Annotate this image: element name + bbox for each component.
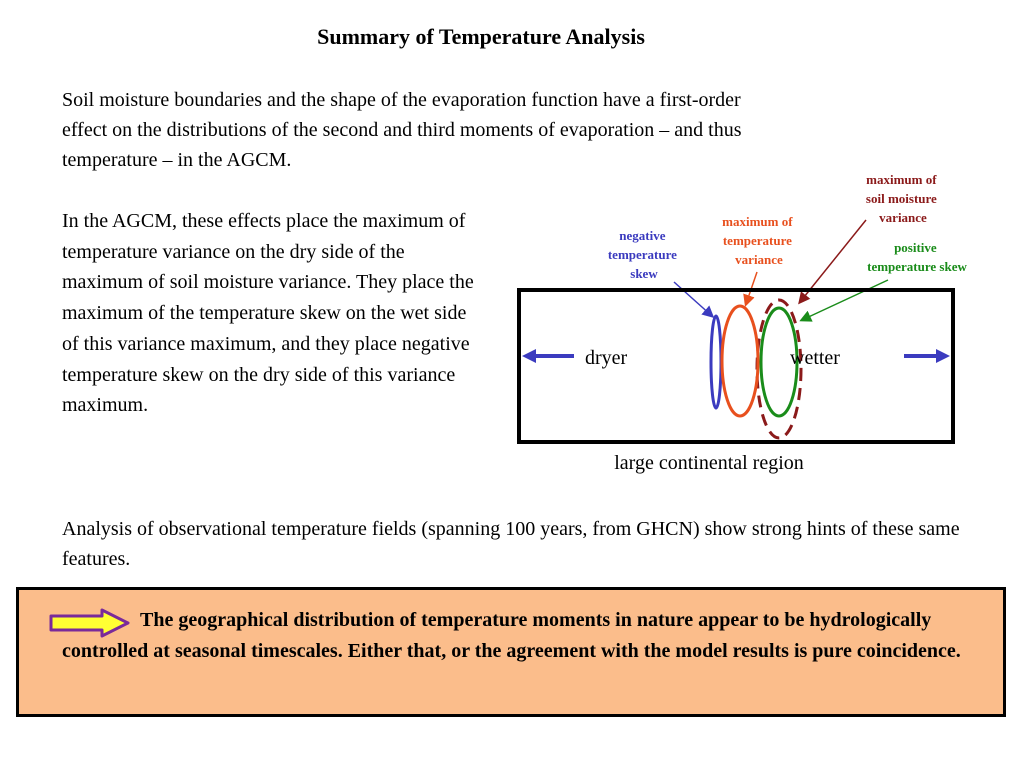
wetter-arrow-head: [936, 349, 950, 363]
region-caption: large continental region: [614, 452, 804, 474]
intro-paragraph: Soil moisture boundaries and the shape of the evaporation function have a first-order effect on the distributions of the second and third moments of evaporation – and thus temperature – in the AGCM.: [62, 89, 742, 171]
page-title: Summary of Temperature Analysis: [317, 24, 645, 49]
observations-paragraph: Analysis of observational temperature fields (spanning 100 years, from GHCN) show strong hints of these same features.: [62, 518, 960, 570]
max-soil-variance-label: maximum of soil moisture variance: [865, 172, 937, 225]
agcm-paragraph: In the AGCM, these effects place the maximum of temperature variance on the dry side of the maximum of soil moisture variance. They place the maximum of the temperature skew on the wet side of this variance maximum, and they place negative temperature skew on the dry side of this variance maximum.: [62, 210, 474, 417]
conclusion-text: The geographical distribution of temperature moments in nature appear to be hydrologically controlled at seasonal timescales. Either that, or the agreement with the model results is pure coincidence.: [62, 609, 961, 662]
negative-skew-label: negative temperature skew: [607, 228, 677, 281]
positive-skew-label: positive temperature skew: [867, 240, 967, 274]
negative-skew-ellipse: [711, 316, 721, 408]
wetter-label: wetter: [790, 347, 840, 369]
positive-skew-pointer: [802, 280, 888, 320]
max-temp-variance-label: maximum of temperature variance: [722, 214, 793, 267]
negative-skew-pointer: [674, 282, 712, 316]
dryer-arrow-head: [522, 349, 536, 363]
temp-variance-ellipse: [722, 306, 758, 416]
dryer-label: dryer: [585, 347, 628, 369]
